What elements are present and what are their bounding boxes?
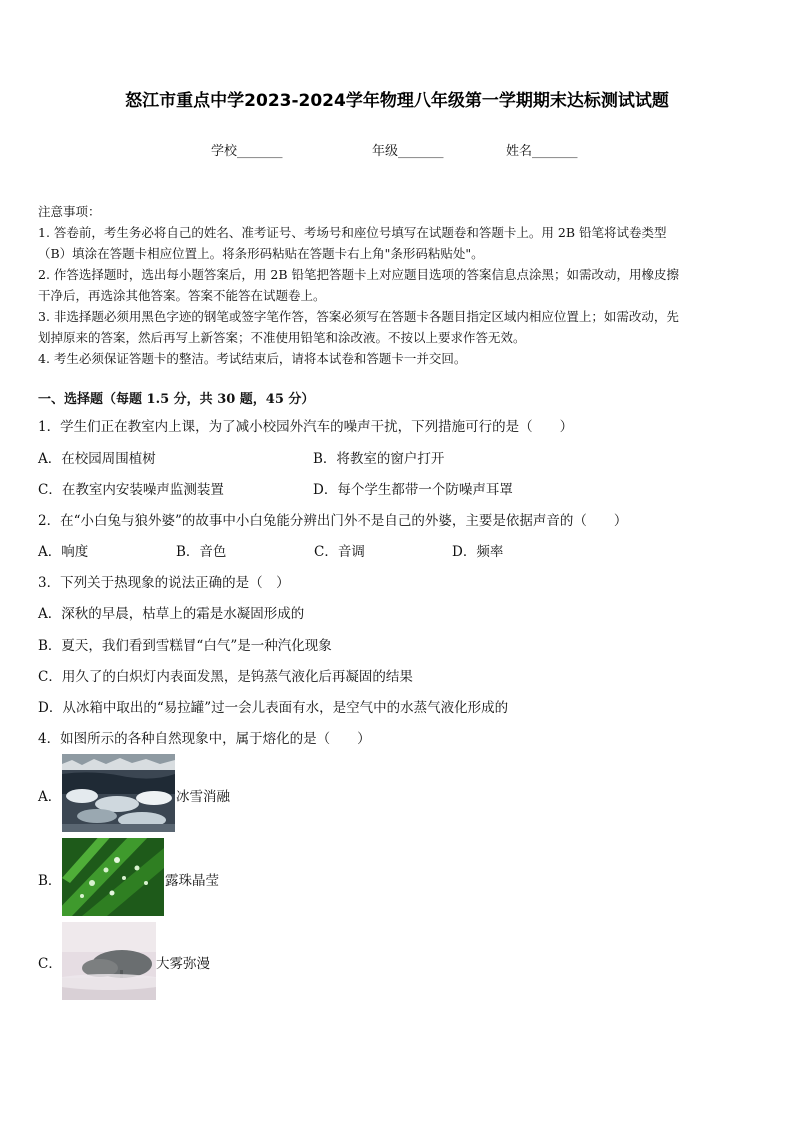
q3-option-a: A．深秋的早晨，枯草上的霜是水凝固形成的 bbox=[38, 606, 305, 622]
heavy-fog-image bbox=[62, 922, 156, 1000]
page-title: 怒江市重点中学2023-2024学年物理八年级第一学期期末达标测试试题 bbox=[125, 91, 669, 111]
q3-option-c: C．用久了的白炽灯内表面发黑，是钨蒸气液化后再凝固的结果 bbox=[38, 669, 413, 685]
snow-melting-image bbox=[62, 754, 175, 832]
q3-option-b: B．夏天，我们看到雪糕冒“白气”是一种汽化现象 bbox=[38, 638, 332, 654]
notes-heading: 注意事项： bbox=[38, 204, 101, 219]
q4-option-c-label: C． bbox=[38, 956, 62, 972]
question-1-stem: 1．学生们正在教室内上课，为了减小校园外汽车的噪声干扰，下列措施可行的是（ ） bbox=[38, 419, 574, 435]
question-2-stem: 2．在“小白兔与狼外婆”的故事中小白兔能分辨出门外不是自己的外婆，主要是依据声音的（ ） bbox=[38, 513, 628, 529]
question-4-stem: 4．如图所示的各种自然现象中，属于熔化的是（ ） bbox=[38, 731, 371, 747]
school-field: 学校_______ bbox=[211, 144, 283, 159]
q4-option-c-text: 大雾弥漫 bbox=[156, 956, 210, 972]
notes-item: 3. 非选择题必须用黑色字迹的钢笔或签字笔作答，答案必须写在答题卡各题目指定区域内相应位置上；如需改动，先 bbox=[38, 309, 679, 324]
section-heading: 一、选择题（每题 1.5 分，共 30 题，45 分） bbox=[38, 392, 315, 407]
q1-option-b: B．将教室的窗户打开 bbox=[313, 451, 445, 467]
question-3-stem: 3．下列关于热现象的说法正确的是（ ） bbox=[38, 575, 290, 591]
q4-option-b-text: 露珠晶莹 bbox=[165, 873, 219, 889]
q1-option-c: C．在教室内安装噪声监测装置 bbox=[38, 482, 224, 498]
q4-option-a-label: A． bbox=[38, 789, 62, 805]
q4-option-a-text: 冰雪消融 bbox=[176, 789, 230, 805]
q2-option-c: C．音调 bbox=[314, 544, 365, 560]
notes-item: 2. 作答选择题时，选出每小题答案后，用 2B 铅笔把答题卡上对应题目选项的答案信息点涂黑；如需改动，用橡皮擦 bbox=[38, 267, 679, 282]
grade-field: 年级_______ bbox=[372, 144, 444, 159]
name-field: 姓名_______ bbox=[506, 144, 578, 159]
notes-item: 干净后，再选涂其他答案。答案不能答在试题卷上。 bbox=[38, 288, 326, 303]
q4-option-b-label: B． bbox=[38, 873, 62, 889]
q1-option-d: D．每个学生都带一个防噪声耳罩 bbox=[313, 482, 513, 498]
notes-item: 1. 答卷前，考生务必将自己的姓名、准考证号、考场号和座位号填写在试题卷和答题卡上。用 2B 铅笔将试卷类型 bbox=[38, 225, 667, 240]
q2-option-a: A．响度 bbox=[38, 544, 89, 560]
q3-option-d: D．从冰箱中取出的“易拉罐”过一会儿表面有水，是空气中的水蒸气液化形成的 bbox=[38, 700, 509, 716]
dew-drops-image bbox=[62, 838, 164, 916]
notes-item: 4. 考生必须保证答题卡的整洁。考试结束后，请将本试卷和答题卡一并交回。 bbox=[38, 351, 467, 366]
notes-item: 划掉原来的答案，然后再写上新答案；不准使用铅笔和涂改液。不按以上要求作答无效。 bbox=[38, 330, 526, 345]
q2-option-d: D．频率 bbox=[452, 544, 504, 560]
q1-option-a: A．在校园周围植树 bbox=[38, 451, 156, 467]
notes-item: （B）填涂在答题卡相应位置上。将条形码粘贴在答题卡右上角"条形码粘贴处"。 bbox=[38, 246, 484, 261]
q2-option-b: B．音色 bbox=[176, 544, 227, 560]
